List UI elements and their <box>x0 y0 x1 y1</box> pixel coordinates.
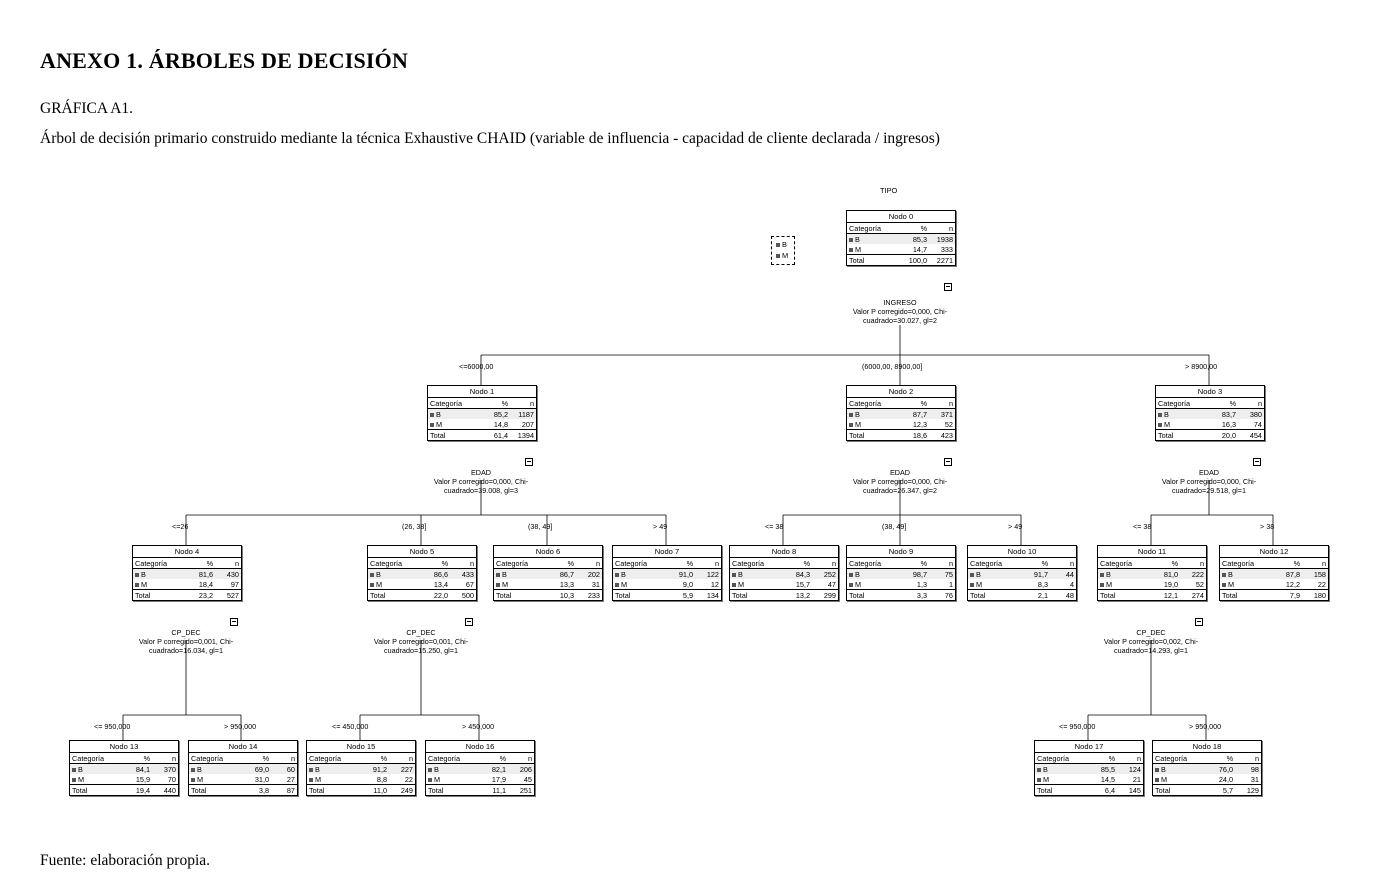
node-title: Nodo 7 <box>613 546 721 558</box>
category-swatch-icon <box>496 573 500 577</box>
collapse-node-5-icon[interactable] <box>465 618 473 626</box>
edge-label-14: <= 450,000 <box>332 722 369 731</box>
tree-node-7[interactable] <box>612 545 722 601</box>
edge-label-2: > 8900,00 <box>1185 362 1218 371</box>
edge-label-0: <=6000,00 <box>459 362 494 371</box>
node-table: Categoría % n B 83,7 380 M 16,3 74 Total 20,0 454 <box>1158 398 1262 440</box>
category-swatch-icon <box>1155 778 1159 782</box>
node-table: Categoría % n B 85,2 1187 M 14,8 207 Total 61,4 1394 <box>430 398 534 440</box>
node-title: Nodo 10 <box>968 546 1076 558</box>
node-title: Nodo 5 <box>368 546 476 558</box>
legend-item-m: M <box>776 251 788 262</box>
tree-node-18[interactable] <box>1152 740 1262 796</box>
tree-node-10[interactable] <box>967 545 1077 601</box>
node-title: Nodo 16 <box>426 741 534 753</box>
edge-label-11: > 38 <box>1260 522 1275 531</box>
legend <box>771 236 795 265</box>
tree-node-13[interactable] <box>69 740 179 796</box>
page-title: ANEXO 1. ÁRBOLES DE DECISIÓN <box>40 48 409 73</box>
tree-node-14[interactable] <box>188 740 298 796</box>
node-title: Nodo 13 <box>70 741 178 753</box>
category-swatch-icon <box>1100 583 1104 587</box>
figure-label: GRÁFICA A1. <box>40 100 134 117</box>
edge-label-13: > 950,000 <box>224 722 257 731</box>
figure-caption: Árbol de decisión primario construido mediante la técnica Exhaustive CHAID (variable de influencia - capacidad de cliente declarada / ingresos) <box>40 130 940 147</box>
decision-tree-diagram <box>0 170 1373 850</box>
split-info-5: CP_DEC Valor P corregido=0,001, Chi- cuadrado=15.250, gl=1 <box>373 628 469 655</box>
category-swatch-icon <box>1155 768 1159 772</box>
collapse-node-1-icon[interactable] <box>525 458 533 466</box>
node-title: Nodo 12 <box>1220 546 1328 558</box>
split-info-11: CP_DEC Valor P corregido=0,002, Chi- cuadrado=14.293, gl=1 <box>1103 628 1199 655</box>
node-title: Nodo 4 <box>133 546 241 558</box>
node-table: Categoría % n B 85,3 1938 M 14,7 333 Total 100,0 2271 <box>849 223 953 265</box>
tree-node-16[interactable] <box>425 740 535 796</box>
split-info-1: EDAD Valor P corregido=0,000, Chi- cuadrado=39.008, gl=3 <box>433 468 529 495</box>
category-swatch-icon <box>849 573 853 577</box>
legend-item-b: B <box>776 240 788 251</box>
node-table: Categoría % n B 87,7 371 M 12,3 52 Total 18,6 423 <box>849 398 953 440</box>
legend-swatch-b-icon <box>776 243 780 247</box>
category-swatch-icon <box>496 583 500 587</box>
split-info-0: INGRESO Valor P corregido=0,000, Chi- cuadrado=30.027, gl=2 <box>852 298 948 325</box>
tree-node-9[interactable] <box>846 545 956 601</box>
category-swatch-icon <box>732 573 736 577</box>
collapse-node-4-icon[interactable] <box>230 618 238 626</box>
category-swatch-icon <box>849 413 853 417</box>
category-swatch-icon <box>135 583 139 587</box>
split-info-4: CP_DEC Valor P corregido=0,001, Chi- cuadrado=16.034, gl=1 <box>138 628 234 655</box>
collapse-node-3-icon[interactable] <box>1253 458 1261 466</box>
node-title: Nodo 9 <box>847 546 955 558</box>
split-info-3: EDAD Valor P corregido=0,000, Chi- cuadrado=29.518, gl=1 <box>1161 468 1257 495</box>
category-swatch-icon <box>72 768 76 772</box>
category-swatch-icon <box>135 573 139 577</box>
edge-label-16: <= 950,000 <box>1059 722 1096 731</box>
tree-node-2[interactable] <box>846 385 956 441</box>
tree-node-8[interactable] <box>729 545 839 601</box>
category-swatch-icon <box>732 583 736 587</box>
category-swatch-icon <box>1158 413 1162 417</box>
edge-label-5: (38, 49] <box>528 522 553 531</box>
tree-node-0[interactable] <box>846 210 956 266</box>
category-swatch-icon <box>1158 423 1162 427</box>
node-table: Categoría % n B 76,0 98 M 24,0 31 Total 5,7 129 <box>1155 753 1259 795</box>
node-table: Categoría % n B 87,8 158 M 12,2 22 Total 7,9 180 <box>1222 558 1326 600</box>
edge-label-17: > 950,000 <box>1189 722 1222 731</box>
edge-label-12: <= 950,000 <box>94 722 131 731</box>
node-table: Categoría % n B 91,0 122 M 9,0 12 Total 5,9 134 <box>615 558 719 600</box>
category-swatch-icon <box>370 583 374 587</box>
node-title: Nodo 14 <box>189 741 297 753</box>
collapse-node-11-icon[interactable] <box>1195 618 1203 626</box>
edge-label-4: (26, 38] <box>402 522 427 531</box>
category-swatch-icon <box>428 778 432 782</box>
node-title: Nodo 17 <box>1035 741 1143 753</box>
category-swatch-icon <box>191 768 195 772</box>
tree-node-17[interactable] <box>1034 740 1144 796</box>
source-note: Fuente: elaboración propia. <box>40 852 211 869</box>
category-swatch-icon <box>849 423 853 427</box>
collapse-node-2-icon[interactable] <box>944 458 952 466</box>
category-swatch-icon <box>849 248 853 252</box>
category-swatch-icon <box>1037 768 1041 772</box>
category-swatch-icon <box>970 573 974 577</box>
node-table: Categoría % n B 91,7 44 M 8,3 4 Total 2,1 48 <box>970 558 1074 600</box>
node-title: Nodo 3 <box>1156 386 1264 398</box>
edge-label-6: > 49 <box>653 522 668 531</box>
node-table: Categoría % n B 81,6 430 M 18,4 97 Total 23,2 527 <box>135 558 239 600</box>
node-table: Categoría % n B 69,0 60 M 31,0 27 Total 3,8 87 <box>191 753 295 795</box>
category-swatch-icon <box>72 778 76 782</box>
node-title: Nodo 18 <box>1153 741 1261 753</box>
collapse-node-0-icon[interactable] <box>944 283 952 291</box>
category-swatch-icon <box>1100 573 1104 577</box>
category-swatch-icon <box>370 573 374 577</box>
node-title: Nodo 2 <box>847 386 955 398</box>
tree-node-4[interactable] <box>132 545 242 601</box>
node-table: Categoría % n B 98,7 75 M 1,3 1 Total 3,3 76 <box>849 558 953 600</box>
node-table: Categoría % n B 82,1 206 M 17,9 45 Total 11,1 251 <box>428 753 532 795</box>
tree-node-1[interactable] <box>427 385 537 441</box>
edge-label-7: <= 38 <box>765 522 784 531</box>
category-swatch-icon <box>430 413 434 417</box>
category-swatch-icon <box>1037 778 1041 782</box>
category-swatch-icon <box>1222 573 1226 577</box>
category-swatch-icon <box>970 583 974 587</box>
node-table: Categoría % n B 84,3 252 M 15,7 47 Total 13,2 299 <box>732 558 836 600</box>
node-table: Categoría % n B 85,5 124 M 14,5 21 Total 6,4 145 <box>1037 753 1141 795</box>
category-swatch-icon <box>191 778 195 782</box>
category-swatch-icon <box>849 238 853 242</box>
legend-swatch-m-icon <box>776 254 780 258</box>
tree-root-label: TIPO <box>880 186 898 195</box>
edge-label-9: > 49 <box>1008 522 1023 531</box>
node-title: Nodo 0 <box>847 211 955 223</box>
node-title: Nodo 6 <box>494 546 602 558</box>
split-info-2: EDAD Valor P corregido=0,000, Chi- cuadrado=26.347, gl=2 <box>852 468 948 495</box>
tree-node-6[interactable] <box>493 545 603 601</box>
tree-node-15[interactable] <box>306 740 416 796</box>
tree-node-12[interactable] <box>1219 545 1329 601</box>
category-swatch-icon <box>615 583 619 587</box>
edge-label-8: (38, 49] <box>882 522 907 531</box>
edge-label-10: <= 38 <box>1133 522 1152 531</box>
category-swatch-icon <box>1222 583 1226 587</box>
tree-node-5[interactable] <box>367 545 477 601</box>
category-swatch-icon <box>309 768 313 772</box>
node-table: Categoría % n B 86,7 202 M 13,3 31 Total 10,3 233 <box>496 558 600 600</box>
node-table: Categoría % n B 84,1 370 M 15,9 70 Total 19,4 440 <box>72 753 176 795</box>
node-table: Categoría % n B 81,0 222 M 19,0 52 Total 12,1 274 <box>1100 558 1204 600</box>
edge-label-1: (6000,00, 8900,00] <box>862 362 923 371</box>
tree-node-11[interactable] <box>1097 545 1207 601</box>
node-table: Categoría % n B 86,6 433 M 13,4 67 Total 22,0 500 <box>370 558 474 600</box>
category-swatch-icon <box>615 573 619 577</box>
tree-node-3[interactable] <box>1155 385 1265 441</box>
edge-label-15: > 450,000 <box>462 722 495 731</box>
node-table: Categoría % n B 91,2 227 M 8,8 22 Total 11,0 249 <box>309 753 413 795</box>
category-swatch-icon <box>309 778 313 782</box>
node-title: Nodo 11 <box>1098 546 1206 558</box>
edge-label-3: <=26 <box>172 522 189 531</box>
node-title: Nodo 8 <box>730 546 838 558</box>
category-swatch-icon <box>849 583 853 587</box>
category-swatch-icon <box>428 768 432 772</box>
category-swatch-icon <box>430 423 434 427</box>
node-title: Nodo 15 <box>307 741 415 753</box>
node-title: Nodo 1 <box>428 386 536 398</box>
